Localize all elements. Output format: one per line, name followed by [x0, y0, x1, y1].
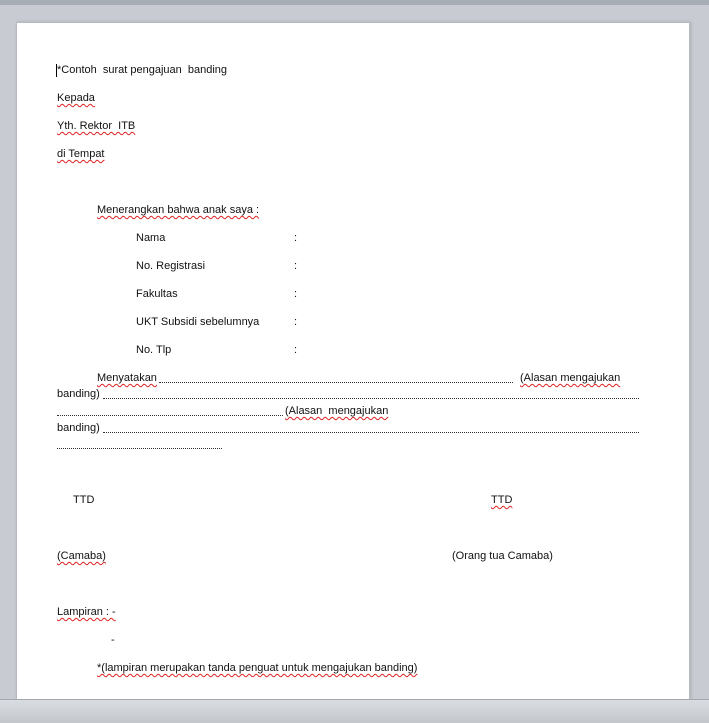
- recipient-kepada: Kepada: [57, 92, 95, 104]
- signature-left: TTD: [73, 494, 95, 506]
- reason-label-1: (Alasan mengajukan: [520, 372, 621, 384]
- statement-menyatakan: Menyatakan: [97, 372, 157, 384]
- field-label-registrasi: No. Registrasi: [136, 260, 206, 272]
- banding-label-2: banding): [57, 422, 100, 434]
- signature-right: TTD: [491, 494, 513, 506]
- window-top-edge: [0, 0, 709, 5]
- fill-line: [57, 448, 222, 449]
- fill-line: [103, 398, 639, 399]
- field-separator: :: [294, 232, 298, 244]
- field-separator: :: [294, 260, 298, 272]
- fill-line: [159, 382, 513, 383]
- attachment-item: -: [111, 634, 115, 646]
- field-separator: :: [294, 344, 298, 356]
- reason-label-2: (Alasan mengajukan: [285, 405, 389, 417]
- window-bottom-bar: [0, 699, 709, 723]
- fill-line: [103, 432, 639, 433]
- field-separator: :: [294, 288, 298, 300]
- field-label-tlp: No. Tlp: [136, 344, 172, 356]
- attachment-label: Lampiran : -: [57, 606, 116, 618]
- field-separator: :: [294, 316, 298, 328]
- recipient-rektor: Yth. Rektor ITB: [57, 120, 136, 132]
- document-heading: *Contoh surat pengajuan banding: [57, 64, 228, 76]
- statement-intro: Menerangkan bahwa anak saya :: [97, 204, 260, 216]
- recipient-location: di Tempat: [57, 148, 105, 160]
- banding-label-1: banding): [57, 388, 100, 400]
- signer-camaba: (Camaba): [57, 550, 106, 562]
- field-label-ukt: UKT Subsidi sebelumnya: [136, 316, 260, 328]
- attachment-note: *(lampiran merupakan tanda penguat untuk mengajukan banding): [97, 662, 418, 674]
- field-label-fakultas: Fakultas: [136, 288, 178, 300]
- signer-parent: (Orang tua Camaba): [452, 550, 553, 562]
- field-label-nama: Nama: [136, 232, 166, 244]
- fill-line: [57, 415, 283, 416]
- document-page[interactable]: [16, 22, 690, 700]
